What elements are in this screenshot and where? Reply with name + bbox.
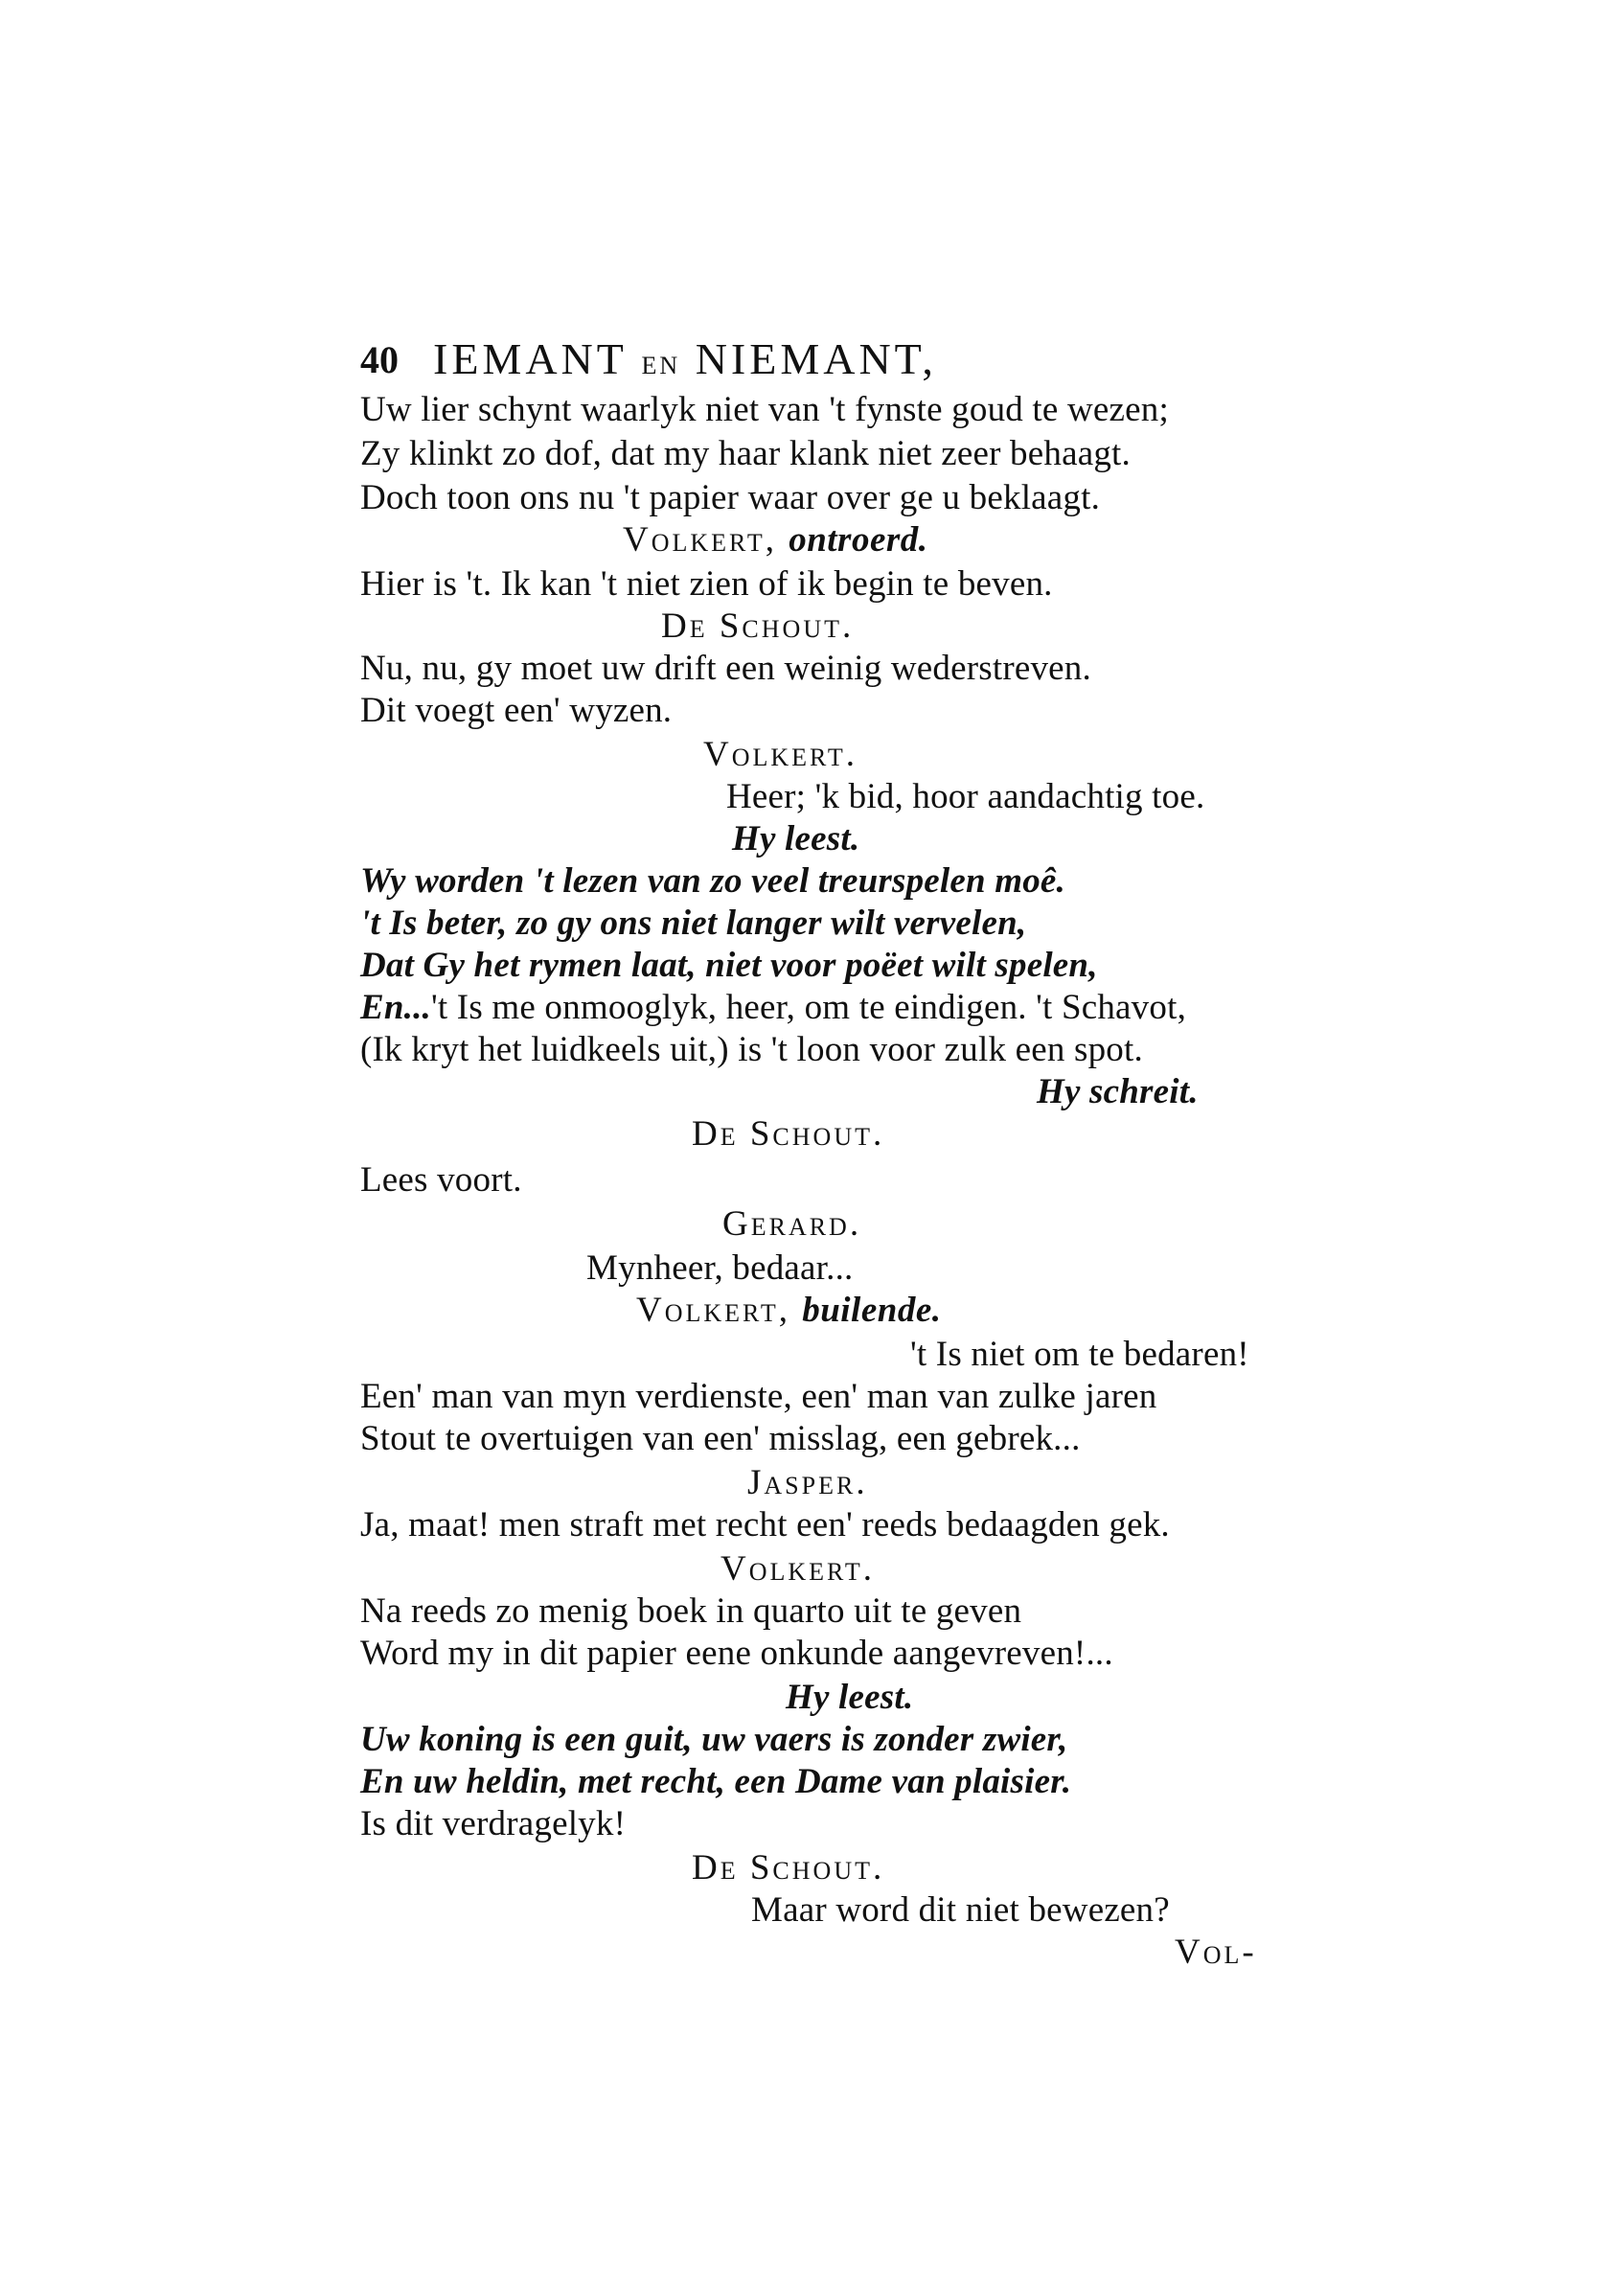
catchword: Vol- <box>1175 1933 1257 1972</box>
verse-line: (Ik kryt het luidkeels uit,) is 't loon voor zulk een spot. <box>360 1030 1143 1069</box>
verse-line: Heer; 'k bid, hoor aandachtig toe. <box>726 777 1205 816</box>
stage-direction: ontroerd. <box>789 520 928 560</box>
verse-line: Is dit verdragelyk! <box>360 1804 627 1843</box>
speaker-label: Volkert <box>636 1291 779 1330</box>
stage-direction: Hy leest. <box>786 1678 914 1717</box>
verse-line: Maar word dit niet bewezen? <box>751 1890 1170 1930</box>
speaker-name: De Schout. <box>692 1114 885 1154</box>
verse-line: Uw lier schynt waarlyk niet van 't fynste goud te wezen; <box>360 390 1169 429</box>
verse-line: Na reeds zo menig boek in quarto uit te geven <box>360 1591 1022 1631</box>
verse-line: Ja, maat! men straft met recht een' reeds bedaagden gek. <box>360 1505 1170 1544</box>
quoted-line: Dat Gy het rymen laat, niet voor poëet wilt spelen, <box>360 946 1098 985</box>
verse-line: Een' man van myn verdienste, een' man van zulke jaren <box>360 1377 1157 1416</box>
quoted-line: Uw koning is een guit, uw vaers is zonder zwier, <box>360 1720 1068 1759</box>
verse-line: Dit voegt een' wyzen. <box>360 691 673 730</box>
title-word-1: IEMANT <box>433 334 628 383</box>
title-word-2: EN <box>641 352 681 379</box>
verse-line <box>360 987 1186 1029</box>
speaker-name: Volkert, ontroerd. <box>623 520 928 560</box>
quoted-line: Wy worden 't lezen van zo veel treurspelen moê. <box>360 861 1065 901</box>
quoted-line: 't Is beter, zo gy ons niet langer wilt vervelen, <box>360 904 1027 943</box>
verse-text: 't Is me onmooglyk, heer, om te eindigen. 't Schavot, <box>431 988 1187 1027</box>
speaker-name: Jasper. <box>747 1463 868 1502</box>
verse-line: Zy klinkt zo dof, dat my haar klank niet zeer behaagt. <box>360 434 1131 473</box>
verse-line: Lees voort. <box>360 1160 522 1200</box>
verse-line: Nu, nu, gy moet uw drift een weinig wederstreven. <box>360 649 1091 688</box>
verse-line: 't Is niet om te bedaren! <box>910 1335 1249 1374</box>
quoted-fragment: En... <box>360 988 432 1027</box>
speaker-name: De Schout. <box>692 1848 885 1888</box>
quoted-line: En uw heldin, met recht, een Dame van plaisier. <box>360 1762 1072 1801</box>
verse-line: Word my in dit papier eene onkunde aangevreven!... <box>360 1634 1113 1673</box>
title-word-3: NIEMANT, <box>695 334 937 383</box>
speaker-name: Gerard. <box>722 1204 862 1244</box>
speaker-name: De Schout. <box>661 606 855 646</box>
verse-line: Doch toon ons nu 't papier waar over ge u beklaagt. <box>360 478 1101 517</box>
speaker-name: Volkert. <box>721 1549 875 1589</box>
verse-line: Stout te overtuigen van een' misslag, een gebrek... <box>360 1419 1081 1458</box>
verse-line: Mynheer, bedaar... <box>586 1248 854 1288</box>
stage-direction: builende. <box>802 1291 942 1330</box>
speaker-name: Volkert, builende. <box>636 1291 942 1330</box>
running-title <box>433 333 937 384</box>
verse-line: Hier is 't. Ik kan 't niet zien of ik begin te beven. <box>360 564 1053 604</box>
stage-direction: Hy schreit. <box>1037 1072 1199 1111</box>
speaker-label: Volkert <box>623 520 766 560</box>
speaker-name: Volkert. <box>703 735 858 774</box>
running-header <box>360 334 1269 387</box>
page-number: 40 <box>360 338 399 381</box>
stage-direction: Hy leest. <box>732 819 860 858</box>
